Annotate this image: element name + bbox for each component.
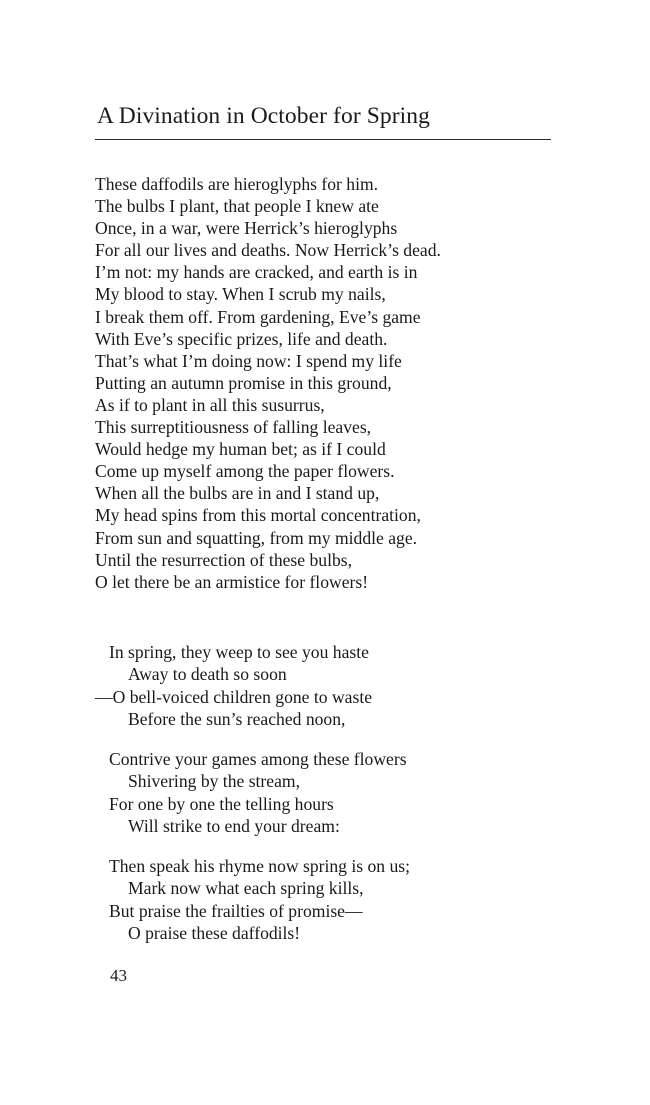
poem-line: Mark now what each spring kills, [128,878,364,899]
poem-line: That’s what I’m doing now: I spend my life [95,350,402,371]
poem-line: As if to plant in all this susurrus, [95,394,325,415]
poem-line: Then speak his rhyme now spring is on us; [109,856,411,876]
poem-line: Before the sun’s reached noon, [128,708,346,729]
poem-line: This surreptitiousness of falling leaves, [95,417,372,438]
poem-line: Would hedge my human bet; as if I could [95,439,386,460]
poem-line: Shivering by the stream, [128,771,300,792]
poem-line: My head spins from this mortal concentration, [95,505,421,526]
poem-line: Away to death so soon [128,664,287,685]
poem-line: From sun and squatting, from my middle age. [95,527,418,548]
poem-line: For all our lives and deaths. Now Herrick’s dead. [95,240,441,261]
poem-line: Contrive your games among these flowers [109,749,407,769]
poem-line: For one by one the telling hours [109,793,334,814]
title-rule [95,139,551,140]
stanza-main [95,173,441,593]
poem-title: A Divination in October for Spring [97,103,431,129]
poem-line: The bulbs I plant, that people I knew ate [95,196,379,217]
poem-line: O praise these daffodils! [128,922,301,943]
poem-line: I’m not: my hands are cracked, and earth is in [95,262,418,283]
poem-line: Come up myself among the paper flowers. [95,461,395,482]
stanza-song-2 [95,748,407,837]
poem-line: When all the bulbs are in and I stand up, [95,483,380,504]
poem-line: With Eve’s specific prizes, life and death. [95,328,388,349]
poem-line: I break them off. From gardening, Eve’s game [95,306,421,327]
poem-line: Putting an autumn promise in this ground, [95,372,392,393]
poem-line: O let there be an armistice for flowers! [95,571,369,592]
page-number: 43 [110,966,127,985]
poem-line: In spring, they weep to see you haste [109,642,369,662]
poem-line: —O bell-voiced children gone to waste [95,686,373,707]
poem-line: These daffodils are hieroglyphs for him. [95,174,379,194]
poem-line: But praise the frailties of promise— [109,900,363,921]
stanza-song-3 [95,855,410,944]
poem-line: Once, in a war, were Herrick’s hieroglyphs [95,218,398,239]
poem-line: Will strike to end your dream: [128,815,340,836]
poem-line: Until the resurrection of these bulbs, [95,549,352,570]
stanza-song-1 [95,641,372,730]
poem-line: My blood to stay. When I scrub my nails, [95,284,386,305]
